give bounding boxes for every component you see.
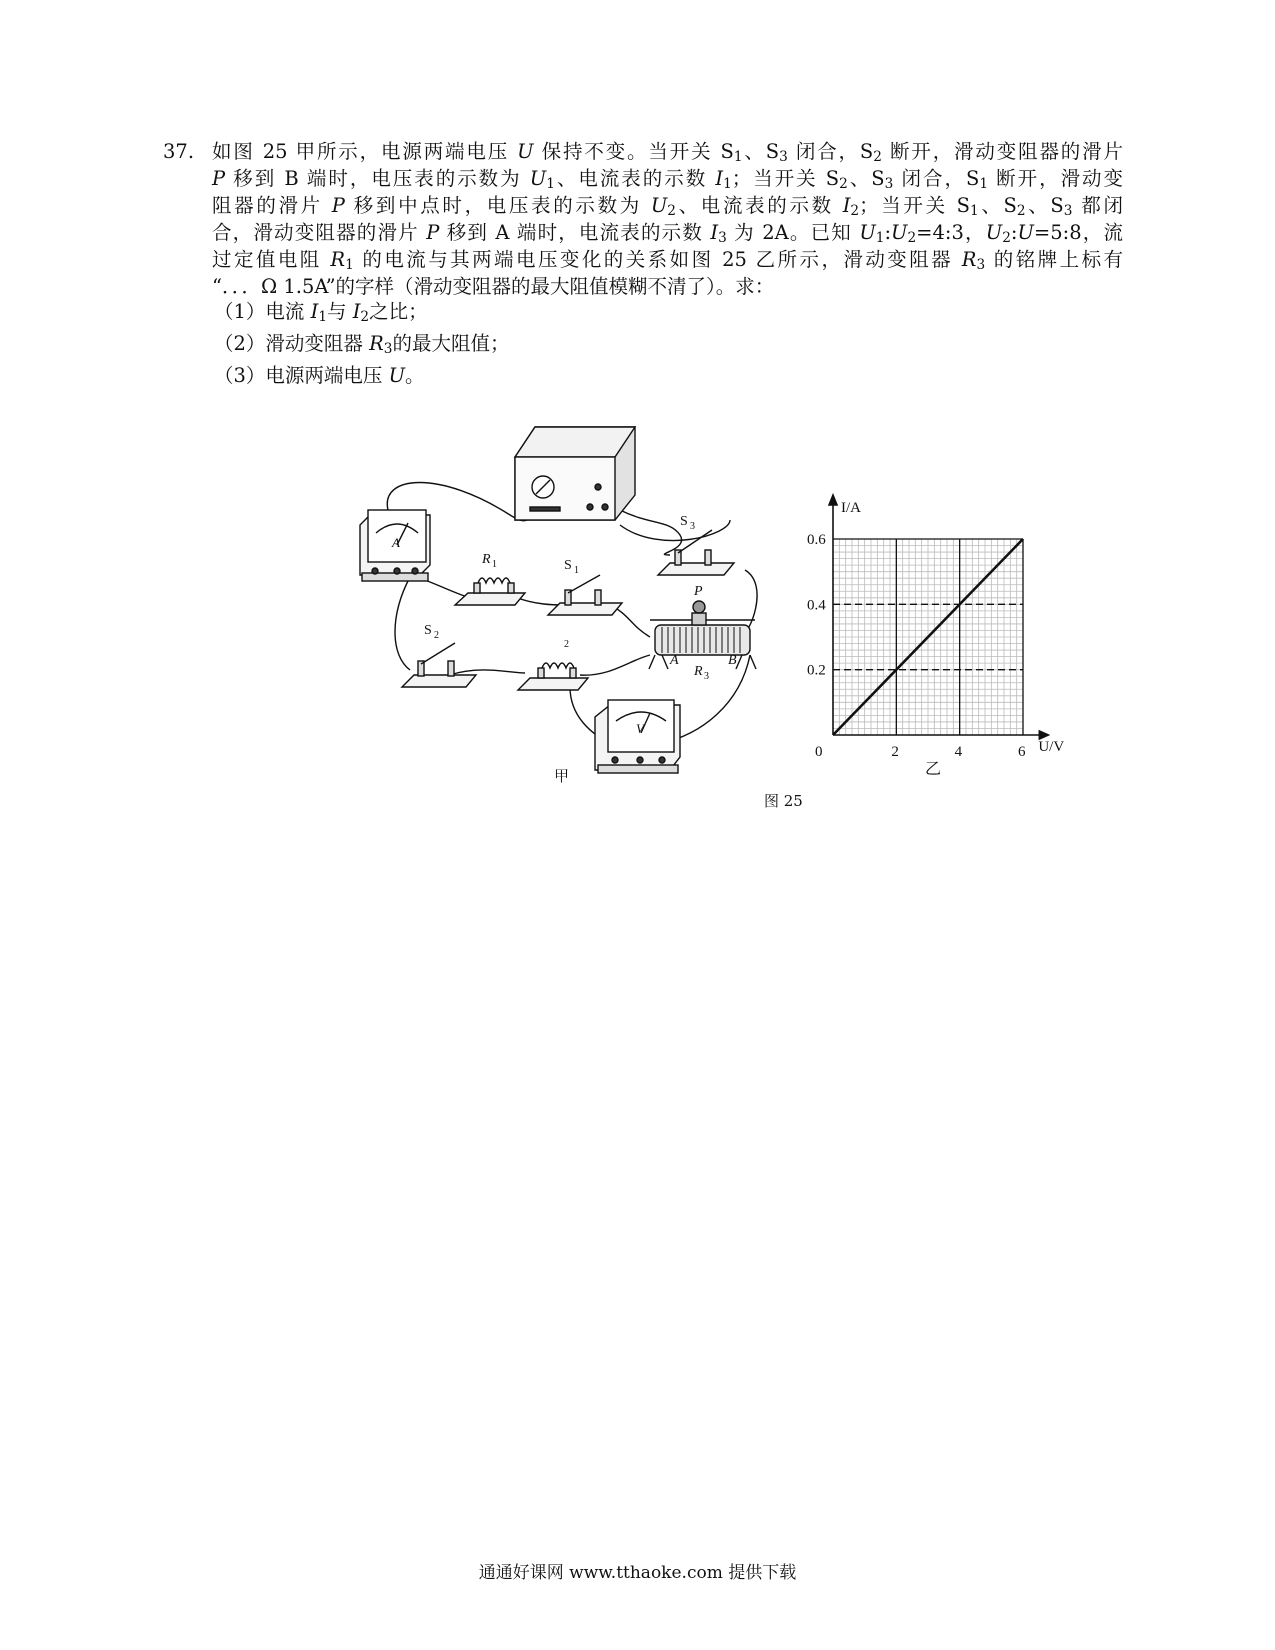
figure-label-yi: 乙 [925,761,942,778]
s1-label: S [564,558,572,573]
p-label: P [694,584,703,599]
svg-text:1: 1 [574,565,579,576]
problem-line: “．．．Ω 1.5A”的字样（滑动变阻器的最大阻值模糊不清了）。求： [212,275,775,298]
svg-text:3: 3 [704,671,709,682]
s2-label: S [424,623,432,638]
problem-line: 合，滑动变阻器的滑片 P 移到 A 端时，电流表的示数 $I_3$ 为 2A。已知 $U_1:U_2=4:3$，$U_2:U=5:8$，流 [212,221,1123,246]
b-label: B [728,653,737,668]
r1-label: R [482,552,491,567]
problem-line: P 移到 B 端时，电压表的示数为 $U_1$、电流表的示数 $I_1$；当开关 $S_2$、$S_3$ 闭合，$S_1$ 断开，滑动变 [212,167,1124,192]
r2-label: 2 [564,639,569,650]
question-number: 37. [163,140,195,163]
ammeter-label: A [392,535,400,550]
svg-text:3: 3 [690,521,695,532]
x-axis-label: U/V [1038,739,1065,755]
resistor-r2 [518,639,588,690]
figure-caption: 图 25 [764,792,803,810]
circuit-diagram [350,415,780,795]
x-tick-label: 4 [954,744,963,760]
s3-label: S [680,514,688,529]
i-u-graph [795,490,1085,790]
y-tick-label: 0.6 [807,532,826,548]
a-label: A [670,653,679,668]
resistor-r1 [455,552,525,605]
y-tick-label: 0.4 [807,597,826,614]
power-supply [515,427,635,520]
x-tick-label: 6 [1018,744,1026,760]
problem-line: 阻器的滑片 P 移到中点时，电压表的示数为 $U_2$、电流表的示数 $I_2$；当开关 $S_1$、$S_2$、$S_3$ 都闭 [212,194,1124,219]
x-tick-label: 2 [891,744,899,760]
ammeter [360,510,430,581]
y-axis-arrow [829,495,837,505]
svg-text:2: 2 [434,630,439,641]
sub-question-1: （1）电流 $I_1$与 $I_2$之比； [214,300,428,325]
svg-text:1: 1 [492,559,497,570]
x-tick-label: 0 [815,744,823,760]
y-axis-label: I/A [841,500,861,516]
sub-question-3: （3）电源两端电压 U。 [214,364,425,387]
problem-line: 如图 25 甲所示，电源两端电压 U 保持不变。当开关 $S_1$、$S_3$ 闭合，$S_2$ 断开，滑动变阻器的滑片 [212,140,1123,165]
switch-s1 [548,558,622,615]
problem-line: 过定值电阻 $R_1$ 的电流与其两端电压变化的关系如图 25 乙所示，滑动变阻器 $R_3$ 的铭牌上标有 [212,248,1124,273]
rheostat-r3 [649,584,756,682]
switch-s2 [402,623,476,687]
problem-37 [163,138,1123,300]
figure-label-jia: 甲 [554,769,570,785]
y-tick-label: 0.2 [807,662,826,679]
sub-question-2: （2）滑动变阻器 $R_3$的最大阻值； [214,332,510,357]
voltmeter [595,700,680,773]
page-footer: 通通好课网 www.tthaoke.com 提供下载 [478,1563,797,1583]
r3-label: R [694,664,703,679]
switch-s3 [658,514,734,575]
voltmeter-label: V [636,721,644,736]
x-axis-arrow [1039,731,1048,739]
